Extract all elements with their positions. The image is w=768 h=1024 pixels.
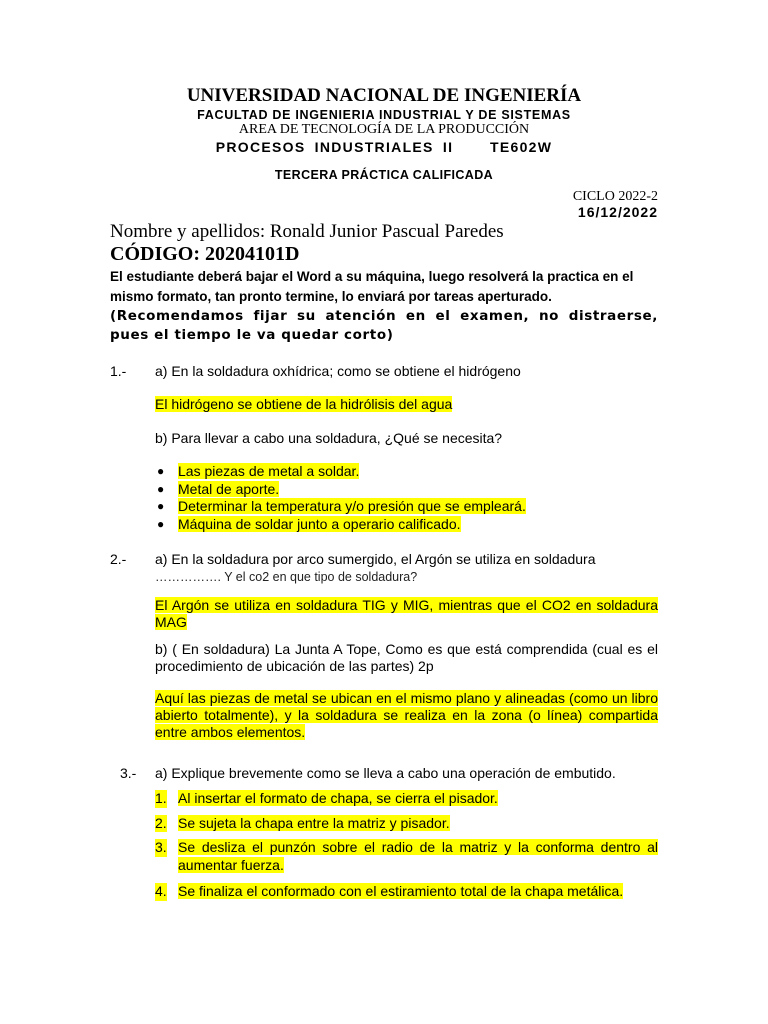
list-item — [155, 790, 658, 808]
question-1-number: 1.- — [110, 363, 127, 379]
step-text: Se finaliza el conformado con el estiramiento total de la chapa metálica. — [178, 883, 624, 899]
list-item — [155, 839, 658, 874]
step-text: Al insertar el formato de chapa, se cierra el pisador. — [178, 790, 498, 806]
cycle-label: CICLO 2022-2 — [572, 189, 658, 204]
bullet-icon: ● — [157, 499, 165, 513]
list-item — [155, 481, 526, 499]
step-number: 1. — [155, 790, 167, 806]
question-1a-text: a) En la soldadura oxhídrica; como se obtiene el hidrógeno — [155, 363, 521, 379]
list-item-text: Las piezas de metal a soldar. — [178, 463, 360, 479]
question-3a-steps — [155, 790, 658, 901]
question-2a-text-line1: a) En la soldadura por arco sumergido, el Argón se utiliza en soldadura — [155, 551, 596, 567]
list-item — [155, 883, 658, 901]
recommendation-text: (Recomendamos fijar su atención en el examen, no distraerse, pues el tiempo le va quedar corto) — [110, 308, 658, 343]
course-title — [0, 139, 768, 155]
question-3a-text: a) Explique brevemente como se lleva a cabo una operación de embutido. — [155, 765, 616, 781]
question-3-number: 3.- — [120, 765, 137, 781]
course-label: PROCESOS INDUSTRIALES II TE602W — [215, 139, 553, 155]
answer-highlight: Aquí las piezas de metal se ubican en el mismo plano y alineadas (como un libro abierto totalmente), y la soldadura se realiza en la zona (o línea) compartida entre ambos elementos. — [155, 690, 658, 740]
question-1a-answer — [155, 396, 452, 413]
date-label: 16/12/2022 — [577, 204, 658, 220]
bullet-icon: ● — [157, 481, 165, 496]
list-item — [155, 815, 658, 833]
question-2b-text: b) ( En soldadura) La Junta A Tope, Como es que está comprendida (cual es el procedimiento de ubicación de las partes) 2p — [155, 641, 658, 674]
question-2-number: 2.- — [110, 551, 127, 567]
list-item-text: Determinar la temperatura y/o presión que se empleará. — [178, 498, 526, 514]
step-number: 2. — [155, 814, 167, 831]
bullet-icon: ● — [157, 516, 165, 531]
answer-highlight: El hidrógeno se obtiene de la hidrólisis del agua — [155, 396, 453, 412]
answer-highlight: El Argón se utiliza en soldadura TIG y MIG, mientras que el CO2 en soldadura MAG — [155, 597, 658, 630]
list-item — [155, 463, 526, 481]
question-2a-answer — [155, 597, 658, 631]
university-title: UNIVERSIDAD NACIONAL DE INGENIERÍA — [186, 85, 582, 106]
list-item-text: Metal de aporte. — [178, 480, 280, 497]
area-title: AREA DE TECNOLOGÍA DE LA PRODUCCIÓN — [238, 122, 530, 137]
step-text: Se sujeta la chapa entre la matriz y pisador. — [178, 814, 450, 831]
list-item — [155, 498, 526, 516]
faculty-title: FACULTAD DE INGENIERIA INDUSTRIAL Y DE SISTEMAS — [197, 108, 571, 122]
exam-title: TERCERA PRÁCTICA CALIFICADA — [274, 168, 494, 182]
instructions-text: El estudiante deberá bajar el Word a su máquina, luego resolverá la practica en el mismo formato, tan pronto termine, lo enviará por tareas aperturado. — [110, 269, 634, 304]
bullet-icon: ● — [157, 464, 165, 478]
step-number: 3. — [155, 839, 167, 855]
question-1b-answer-list — [155, 463, 526, 533]
question-1b-text: b) Para llevar a cabo una soldadura, ¿Qué se necesita? — [155, 430, 503, 446]
step-number: 4. — [155, 883, 167, 899]
question-2a-text-line2: ……………. Y el co2 en que tipo de soldadura? — [155, 570, 418, 584]
list-item — [155, 516, 526, 534]
student-code: CÓDIGO: 20204101D — [110, 243, 300, 265]
step-text: Se desliza el punzón sobre el radio de la matriz y la conforma dentro al aumentar fuerza. — [178, 839, 658, 873]
list-item-text: Máquina de soldar junto a operario calificado. — [178, 515, 461, 532]
question-2b-answer — [155, 690, 658, 741]
student-name: Nombre y apellidos: Ronald Junior Pascual Paredes — [110, 221, 504, 242]
